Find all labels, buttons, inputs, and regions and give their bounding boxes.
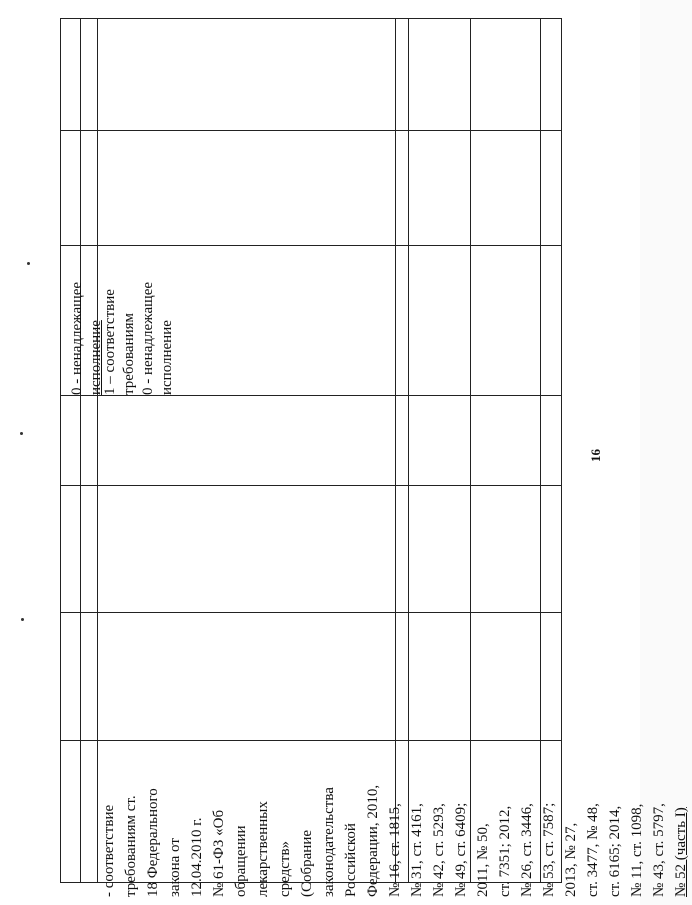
- scan-speck: [20, 432, 23, 435]
- score-bottom-line: исполнение: [159, 320, 175, 395]
- requirement-text-line: Федерации, 2010,: [365, 784, 381, 897]
- column-divider: [470, 18, 471, 883]
- page-number: 16: [588, 449, 603, 462]
- requirement-text-line: 18 Федерального: [145, 788, 161, 897]
- requirement-text-line: № 16, ст. 1815,: [387, 803, 403, 897]
- score-bottom-line: требованиям: [121, 312, 137, 395]
- requirement-text-line: - соответствие: [101, 804, 117, 897]
- requirement-text-line: законодательства: [321, 787, 337, 897]
- requirement-text-line: 2011, № 50,: [475, 823, 491, 897]
- scan-speck: [21, 618, 24, 621]
- requirement-text-line: средств»: [277, 840, 293, 897]
- requirement-text-line: требованиям ст.: [123, 795, 139, 897]
- score-top-line: 0 - ненадлежащее: [69, 281, 85, 395]
- requirement-text-line: ст. 6165; 2014,: [607, 805, 623, 897]
- requirement-text-line: ст. 3477, № 48,: [585, 803, 601, 897]
- requirement-text-line: обращении: [233, 825, 249, 897]
- column-divider: [408, 18, 409, 883]
- score-bottom-line: 0 - ненадлежащее: [140, 281, 156, 395]
- requirement-text-line: № 42, ст. 5293,: [431, 803, 447, 897]
- row-divider: [60, 740, 562, 741]
- requirement-text-line: Российской: [343, 823, 359, 897]
- requirement-text-line: № 43, ст. 5797,: [651, 803, 667, 897]
- requirement-text-line: № 53, ст. 7587;: [541, 802, 557, 897]
- score-legend-bottom: [101, 282, 177, 395]
- requirement-text-line: (Собрание: [299, 829, 315, 897]
- requirement-text-line: № 11, ст. 1098,: [629, 803, 645, 897]
- requirement-text-line: № 61-ФЗ «Об: [211, 809, 227, 897]
- scan-speck: [27, 262, 30, 265]
- requirement-text-line: закона от: [167, 838, 183, 897]
- requirement-text-line: 2013, № 27,: [563, 822, 579, 897]
- requirement-text-line: № 31, ст. 4161,: [409, 803, 425, 897]
- table-frame: [60, 18, 562, 883]
- row-divider: [60, 612, 562, 613]
- requirement-text-line: № 49, ст. 6409;: [453, 802, 469, 897]
- row-divider: [60, 485, 562, 486]
- column-divider: [395, 18, 396, 883]
- requirement-text-line: 12.04.2010 г.: [189, 817, 205, 897]
- column-divider: [97, 18, 98, 883]
- requirement-text-line: лекарственных: [255, 801, 271, 897]
- row-divider: [60, 245, 562, 246]
- requirement-text: [98, 785, 692, 897]
- row-divider: [60, 395, 562, 396]
- requirement-text-line: № 26, ст. 3446,: [519, 803, 535, 897]
- score-bottom-line: 1 – соответствие: [102, 289, 118, 395]
- requirement-text-line: ст. 7351; 2012,: [497, 805, 513, 897]
- column-divider: [80, 18, 81, 883]
- score-top-line: исполнение: [88, 320, 104, 395]
- requirement-text-line: № 52 (часть I): [673, 807, 689, 897]
- row-divider: [60, 130, 562, 131]
- column-divider: [540, 18, 541, 883]
